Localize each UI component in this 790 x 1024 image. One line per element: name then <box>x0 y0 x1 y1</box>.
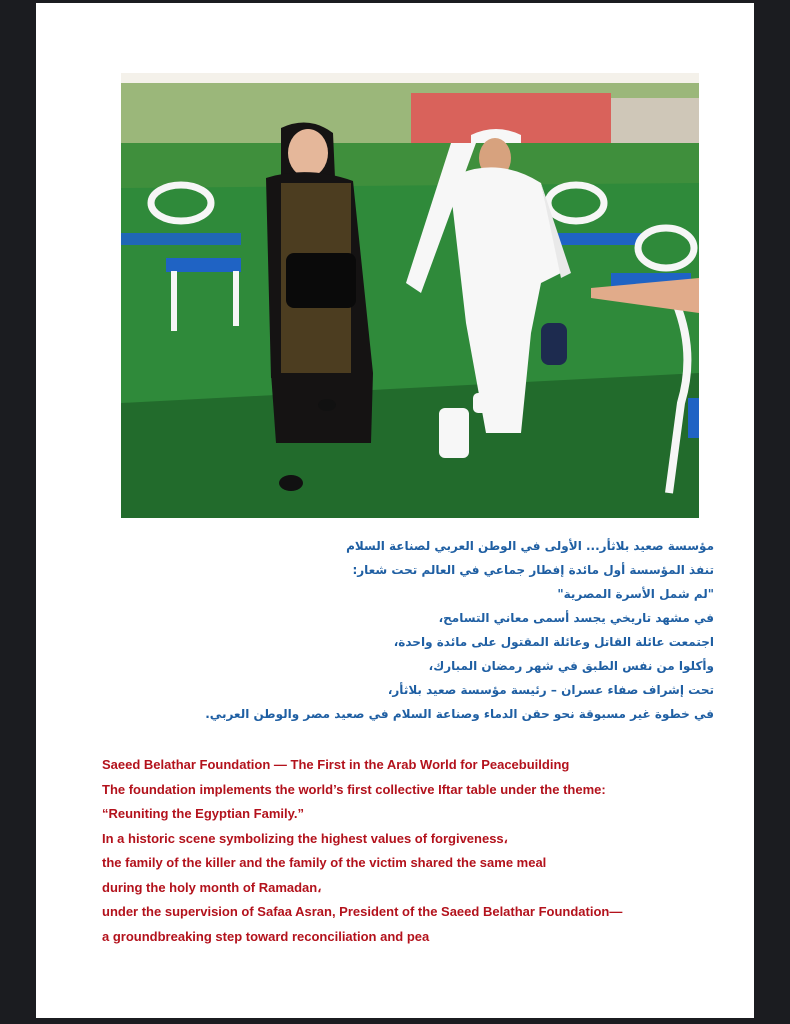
arabic-caption-line: مؤسسة صعيد بلاثأر... الأولى في الوطن العربي لصناعة السلام <box>346 539 714 553</box>
arabic-caption-line: في مشهد تاريخي يجسد أسمى معاني التسامح، <box>438 611 714 625</box>
english-caption-line: In a historic scene symbolizing the highest values of forgiveness، <box>102 830 508 846</box>
english-caption <box>102 753 702 949</box>
english-caption-line: under the supervision of Safaa Asran, President of the Saeed Belathar Foundation— <box>102 904 623 919</box>
arabic-caption-line: في خطوة غير مسبوقة نحو حقن الدماء وصناعة السلام في صعيد مصر والوطن العربي. <box>205 707 714 721</box>
english-caption-line: during the holy month of Ramadan، <box>102 879 322 895</box>
english-caption-line: a groundbreaking step toward reconciliation and pea <box>102 928 430 944</box>
arabic-caption-line: وأكلوا من نفس الطبق في شهر رمضان المبارك، <box>428 659 714 673</box>
arabic-caption-line: اجتمعت عائلة القاتل وعائلة المقتول على مائدة واحدة، <box>393 635 714 649</box>
arabic-caption <box>205 534 714 726</box>
arabic-caption-line: تحت إشراف صفاء عسران – رئيسة مؤسسة صعيد بلاثأر، <box>387 683 714 697</box>
english-caption-line: The foundation implements the world’s first collective Iftar table under the theme: <box>102 781 606 797</box>
arabic-caption-line: تنفذ المؤسسة أول مائدة إفطار جماعي في العالم تحت شعار: <box>352 563 714 577</box>
english-caption-title: Saeed Belathar Foundation — The First in the Arab World for Peacebuilding <box>102 757 570 772</box>
document-page <box>36 3 754 1018</box>
arabic-caption-line: "لم شمل الأسرة المصرية" <box>557 587 714 601</box>
event-photo <box>121 73 699 518</box>
event-photo-illustration <box>121 73 699 518</box>
english-caption-line: the family of the killer and the family of the victim shared the same meal <box>102 855 547 870</box>
english-caption-line: “Reuniting the Egyptian Family.” <box>102 806 304 821</box>
